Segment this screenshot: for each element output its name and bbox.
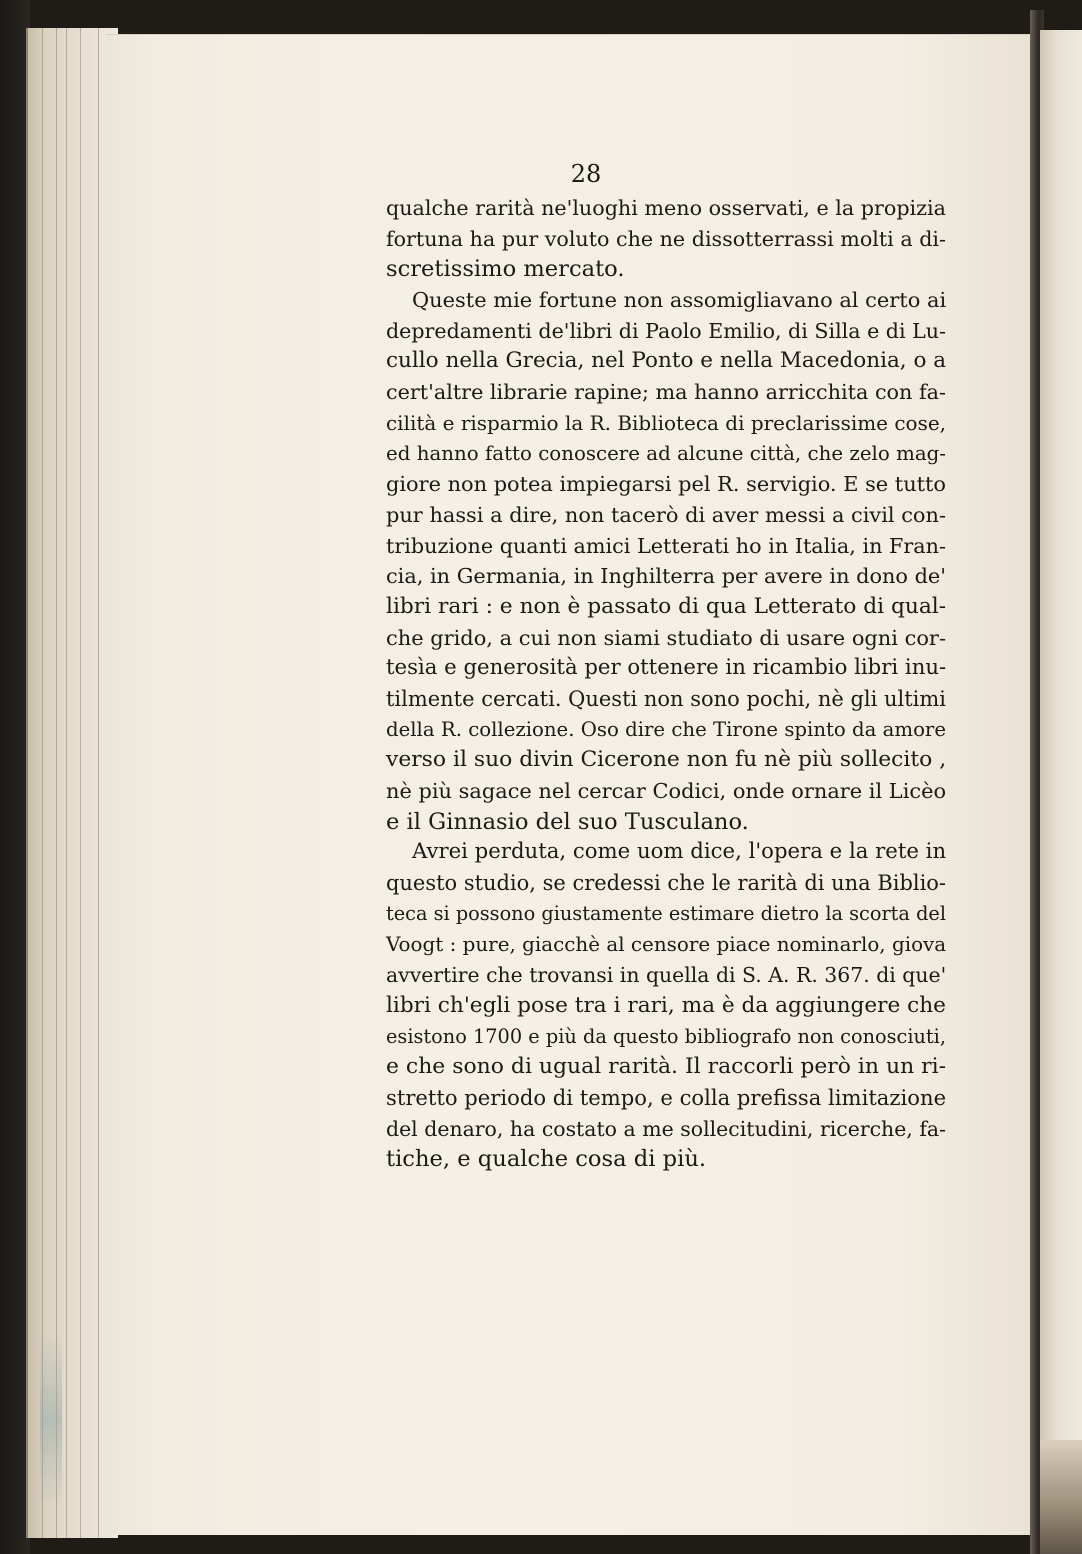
text-line: che grido, a cui non siami studiato di usare ogni cor- bbox=[386, 625, 947, 650]
text-line: Avrei perduta, come uom dice, l'opera e la rete in bbox=[412, 839, 947, 865]
text-line: libri rari : e non è passato di qua Letterato di qual- bbox=[386, 593, 947, 619]
page-stain bbox=[40, 1330, 62, 1510]
text-line: verso il suo divin Cicerone non fu nè più sollecito , bbox=[386, 747, 947, 773]
text-line: esistono 1700 e più da questo bibliografo non conosciuti, bbox=[386, 1024, 946, 1048]
text-line: Voogt : pure, giacchè al censore piace nominarlo, giova bbox=[386, 932, 947, 956]
text-line: cert'altre librarie rapine; ma hanno arricchita con fa- bbox=[386, 380, 947, 405]
text-line: tiche, e qualche cosa di più. bbox=[386, 1146, 707, 1173]
text-line: fortuna ha pur voluto che ne dissotterrassi molti a di- bbox=[386, 226, 946, 251]
page-number: 28 bbox=[570, 160, 602, 188]
text-line: nè più sagace nel cercar Codici, onde ornare il Licèo bbox=[386, 779, 947, 804]
text-line: e che sono di ugual rarità. Il raccorli però in un ri- bbox=[386, 1054, 947, 1080]
text-line: tribuzione quanti amici Letterati ho in Italia, in Fran- bbox=[386, 533, 946, 558]
text-line: ed hanno fatto conoscere ad alcune città, che zelo mag- bbox=[386, 441, 946, 465]
text-line: tilmente cercati. Questi non sono pochi, nè gli ultimi bbox=[386, 687, 946, 711]
text-line: Queste mie fortune non assomigliavano al certo ai bbox=[412, 288, 947, 313]
text-line: e il Ginnasio del suo Tusculano. bbox=[386, 808, 749, 835]
text-line: del denaro, ha costato a me sollecitudini, ricerche, fa- bbox=[386, 1116, 946, 1141]
facing-page-corner bbox=[1040, 1440, 1082, 1554]
text-line: cilità e risparmio la R. Biblioteca di preclarissime cose, bbox=[386, 410, 946, 435]
text-line: cia, in Germania, in Inghilterra per avere in dono de' bbox=[386, 564, 946, 589]
text-line: cullo nella Grecia, nel Ponto e nella Macedonia, o a bbox=[386, 348, 947, 374]
text-line: giore non potea impiegarsi pel R. servigio. E se tutto bbox=[386, 472, 946, 497]
text-line: avvertire che trovansi in quella di S. A. R. 367. di que' bbox=[386, 963, 947, 988]
page-stack-edge bbox=[26, 28, 118, 1538]
text-line: tesìa e generosità per ottenere in ricambio libri inu- bbox=[386, 655, 947, 681]
text-line: pur hassi a dire, non tacerò di aver messi a civil con- bbox=[386, 502, 946, 527]
text-line: libri ch'egli pose tra i rari, ma è da aggiungere che bbox=[386, 992, 946, 1018]
text-line: qualche rarità ne'luoghi meno osservati, e la propizia bbox=[386, 196, 946, 220]
text-line: teca si possono giustamente estimare dietro la scorta del bbox=[386, 901, 946, 925]
text-line: depredamenti de'libri di Paolo Emilio, di Silla e di Lu- bbox=[386, 318, 947, 343]
text-line: questo studio, se credessi che le rarità di una Biblio- bbox=[386, 871, 946, 896]
facing-page-edge bbox=[1040, 30, 1082, 1520]
page-text bbox=[386, 193, 946, 1175]
text-line: stretto periodo di tempo, e colla prefissa limitazione bbox=[386, 1084, 947, 1110]
text-line: scretissimo mercato. bbox=[386, 256, 625, 283]
text-line: della R. collezione. Oso dire che Tirone spinto da amore bbox=[386, 717, 946, 741]
